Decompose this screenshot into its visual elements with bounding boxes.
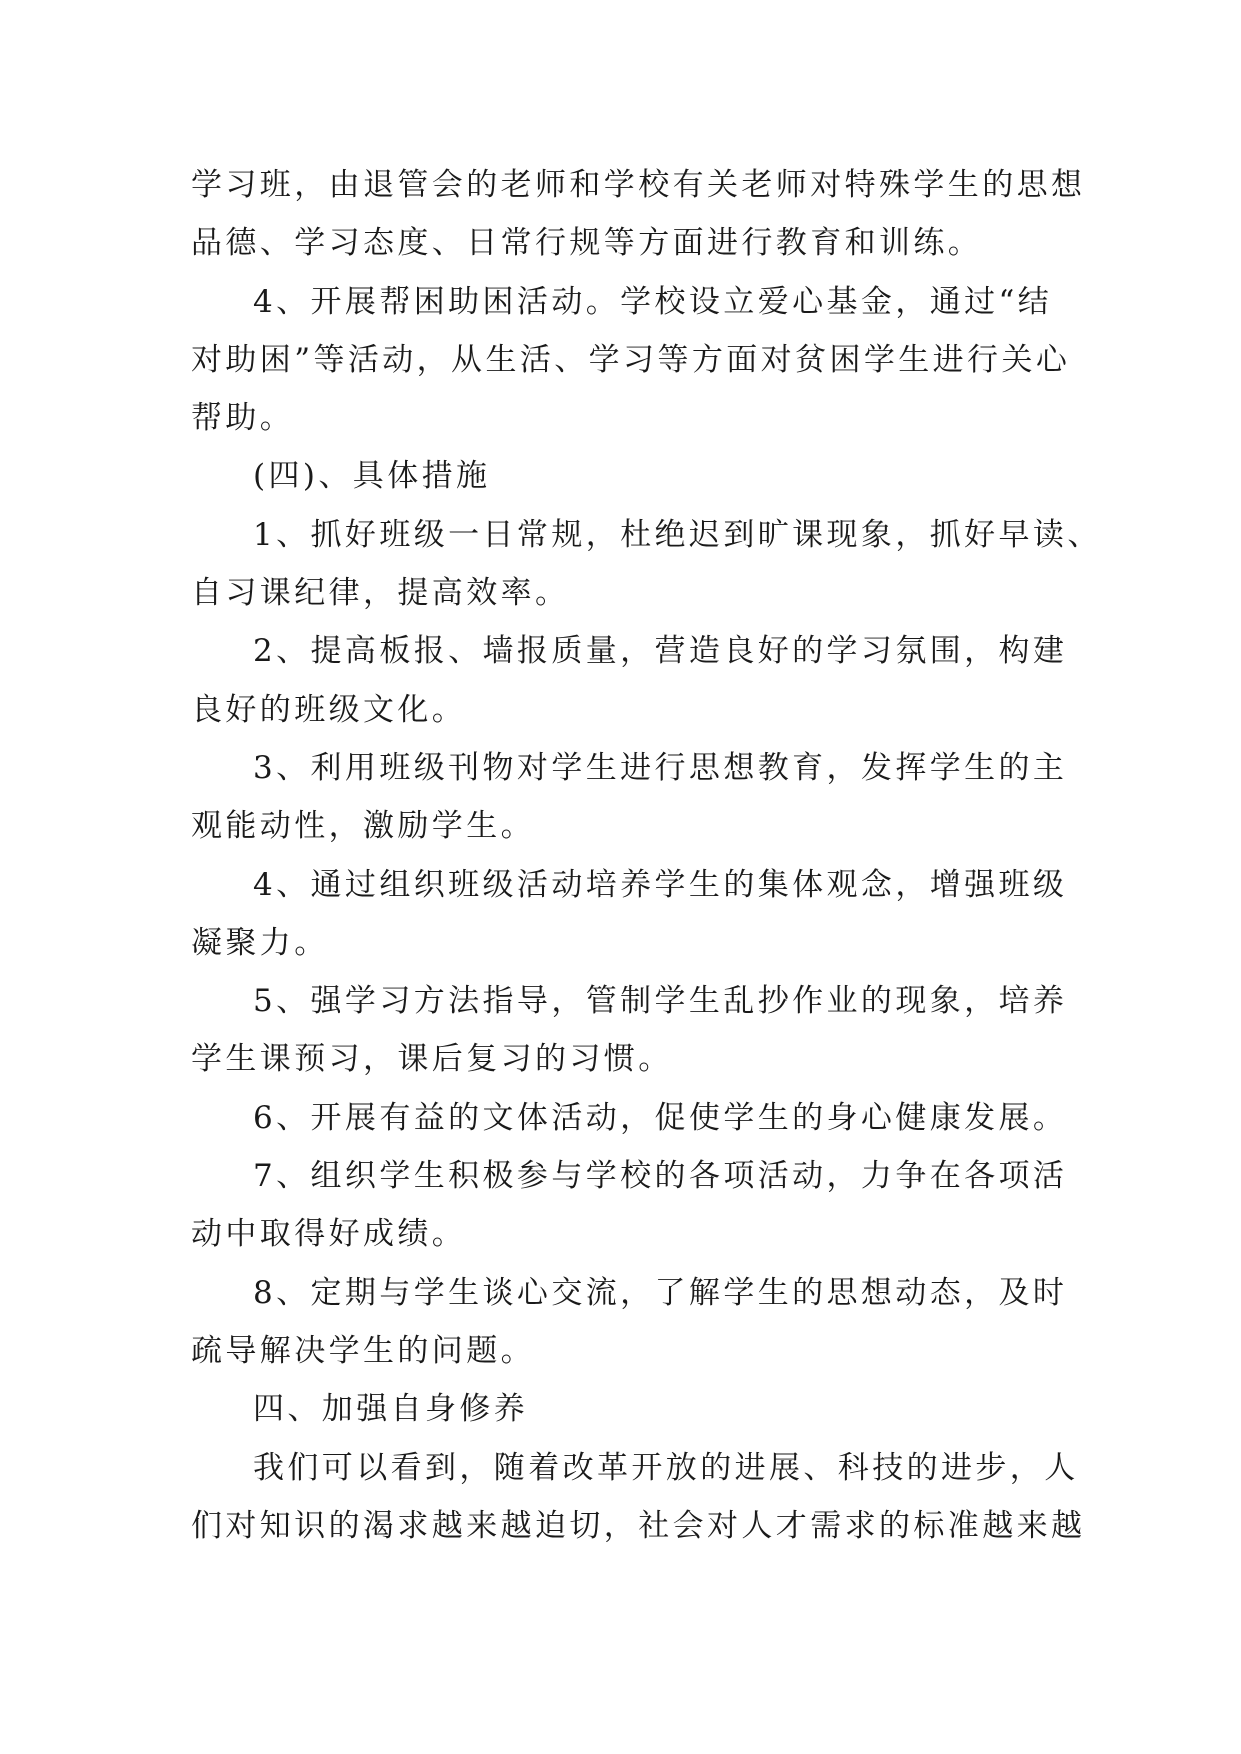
paragraph-measure-1: [191, 506, 1102, 623]
text-line: 学生课预习，课后复习的习惯。: [191, 1041, 673, 1078]
text-line: 我们可以看到，随着改革开放的进展、科技的进步，人: [253, 1449, 1079, 1486]
document-body: [191, 156, 1102, 1555]
text-line: 学习班，由退管会的老师和学校有关老师对特殊学生的思想: [191, 167, 1086, 203]
paragraph-2: [191, 273, 1071, 448]
text-line: 们对知识的渴求越来越迫切，社会对人才需求的标准越来越: [191, 1507, 1086, 1544]
text-line: 8、定期与学生谈心交流，了解学生的思想动态，及时: [253, 1274, 1068, 1311]
paragraph-measure-7: [191, 1147, 1068, 1264]
text-line: 2、提高板报、墙报质量，营造良好的学习氛围，构建: [253, 633, 1068, 670]
text-line: 4、通过组织班级活动培养学生的集体观念，增强班级: [253, 866, 1068, 903]
text-line: 疏导解决学生的问题。: [191, 1332, 535, 1369]
paragraph-measure-6: [191, 1089, 1068, 1147]
text-line: 凝聚力。: [191, 924, 329, 961]
section-heading-measures: [191, 447, 1061, 505]
paragraph-self-cultivation: [191, 1439, 1086, 1556]
text-line: 品德、学习态度、日常行规等方面进行教育和训练。: [191, 225, 983, 262]
text-line: (四)、具体措施: [253, 458, 491, 495]
text-line: 良好的班级文化。: [191, 691, 467, 728]
text-line: 7、组织学生积极参与学校的各项活动，力争在各项活: [253, 1158, 1068, 1195]
paragraph-measure-3: [191, 739, 1068, 856]
section-heading-self-cultivation: [191, 1380, 1061, 1438]
text-line: 自习课纪律，提高效率。: [191, 575, 570, 612]
paragraph-measure-5: [191, 972, 1068, 1089]
paragraph-measure-4: [191, 856, 1068, 973]
paragraph-1: [191, 156, 1086, 273]
text-line: 对助困”等活动，从生活、学习等方面对贫困学生进行关心: [191, 341, 1071, 378]
text-line: 观能动性，激励学生。: [191, 808, 535, 845]
text-line: 四、加强自身修养: [253, 1391, 529, 1428]
text-line: 4、开展帮困助困活动。学校设立爱心基金，通过“结: [253, 283, 1053, 320]
text-line: 5、强学习方法指导，管制学生乱抄作业的现象，培养: [253, 983, 1068, 1020]
text-line: 1、抓好班级一日常规，杜绝迟到旷课现象，抓好早读、: [253, 516, 1102, 553]
text-line: 帮助。: [191, 400, 295, 437]
text-line: 动中取得好成绩。: [191, 1216, 467, 1253]
text-line: 6、开展有益的文体活动，促使学生的身心健康发展。: [253, 1099, 1068, 1136]
paragraph-measure-8: [191, 1264, 1068, 1381]
paragraph-measure-2: [191, 622, 1068, 739]
text-line: 3、利用班级刊物对学生进行思想教育，发挥学生的主: [253, 749, 1068, 786]
